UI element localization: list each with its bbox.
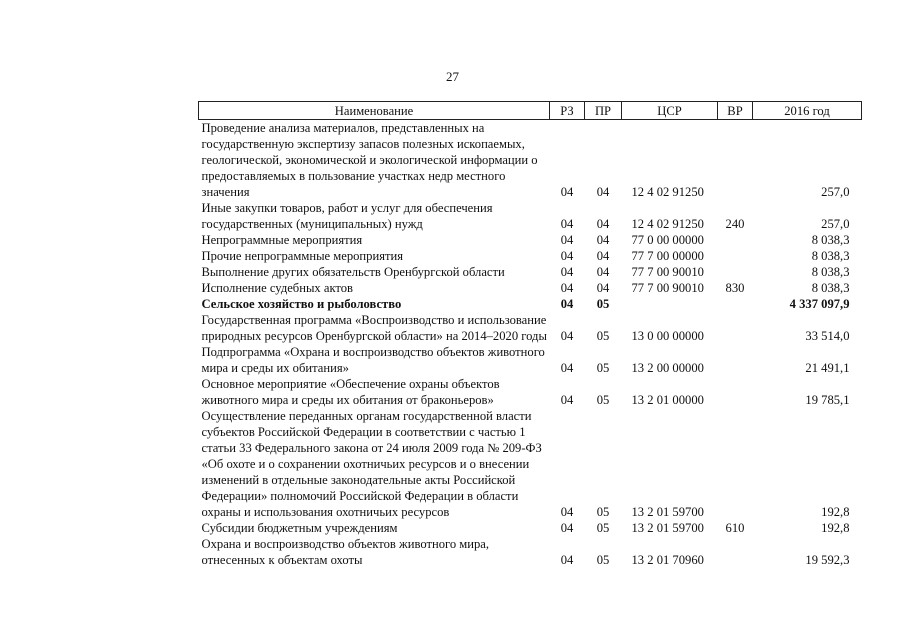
cell-value: 4 337 097,9 xyxy=(789,297,850,311)
cell-pr: 04 xyxy=(596,217,610,231)
cell-csr: 13 0 00 00000 xyxy=(631,329,704,343)
cell-value: 257,0 xyxy=(821,185,850,199)
cell-csr: 12 4 02 91250 xyxy=(631,217,704,231)
cell-vr xyxy=(718,344,753,376)
cell-pr: 04 xyxy=(596,249,610,263)
table-row xyxy=(199,376,862,408)
cell-name: Исполнение судебных актов xyxy=(201,281,353,295)
cell-vr xyxy=(718,312,753,344)
cell-rz: 04 xyxy=(560,505,574,519)
cell-rz: 04 xyxy=(560,233,574,247)
cell-pr: 05 xyxy=(596,521,610,535)
table-row xyxy=(199,296,862,312)
cell-csr: 77 7 00 00000 xyxy=(631,249,704,263)
cell-vr: 610 xyxy=(725,521,745,535)
cell-rz: 04 xyxy=(560,281,574,295)
cell-pr: 04 xyxy=(596,265,610,279)
cell-rz: 04 xyxy=(560,249,574,263)
cell-value: 21 491,1 xyxy=(805,361,850,375)
cell-rz: 04 xyxy=(560,217,574,231)
table-row xyxy=(199,232,862,248)
cell-value: 8 038,3 xyxy=(811,281,850,295)
cell-vr: 830 xyxy=(725,281,745,295)
table-row xyxy=(199,264,862,280)
header-rz: РЗ xyxy=(550,102,585,120)
table-header-row xyxy=(199,102,862,120)
cell-rz: 04 xyxy=(560,265,574,279)
cell-vr xyxy=(718,536,753,568)
table-row xyxy=(199,280,862,296)
cell-name: Охрана и воспроизводство объектов животного мира, отнесенных к объектам охоты xyxy=(201,537,490,567)
table-row xyxy=(199,120,862,201)
cell-name: Проведение анализа материалов, представленных на государственную экспертизу запасов полезных ископаемых, геологической, экономической и экологической информации о предоставляемых в пользование участках недр местного значения xyxy=(201,121,538,199)
cell-csr: 13 2 01 59700 xyxy=(631,521,704,535)
header-year: 2016 год xyxy=(753,102,862,120)
cell-value: 8 038,3 xyxy=(811,249,850,263)
cell-pr: 04 xyxy=(596,281,610,295)
cell-rz: 04 xyxy=(560,393,574,407)
table-body xyxy=(199,120,862,569)
cell-vr xyxy=(718,120,753,201)
cell-pr: 04 xyxy=(596,233,610,247)
cell-rz: 04 xyxy=(560,553,574,567)
cell-name: Осуществление переданных органам государственной власти субъектов Российской Федерации в соответствии с частью 1 статьи 33 Федерального закона от 24 июля 2009 года № 209-ФЗ «Об охоте и о сохранении охотничьих ресурсов и о внесении изменений в отдельные законодательные акты Российской Федерации» полномочий Российской Федерации в области охраны и использования охотничьих ресурсов xyxy=(201,409,542,519)
cell-vr xyxy=(718,264,753,280)
cell-value: 19 785,1 xyxy=(805,393,850,407)
cell-rz: 04 xyxy=(560,185,574,199)
budget-table xyxy=(198,101,862,568)
cell-csr: 77 7 00 90010 xyxy=(631,265,704,279)
cell-csr xyxy=(622,296,718,312)
cell-value: 257,0 xyxy=(821,217,850,231)
cell-pr: 05 xyxy=(596,393,610,407)
table-row xyxy=(199,536,862,568)
cell-csr: 77 7 00 90010 xyxy=(631,281,704,295)
cell-name: Государственная программа «Воспроизводство и использование природных ресурсов Оренбургской области» на 2014–2020 годы xyxy=(201,313,547,343)
cell-rz: 04 xyxy=(560,521,574,535)
header-name: Наименование xyxy=(199,102,550,120)
cell-name: Сельское хозяйство и рыболовство xyxy=(201,297,402,311)
cell-csr: 77 0 00 00000 xyxy=(631,233,704,247)
cell-pr: 05 xyxy=(596,329,610,343)
cell-vr xyxy=(718,376,753,408)
cell-csr: 13 2 01 70960 xyxy=(631,553,704,567)
cell-vr: 240 xyxy=(725,217,745,231)
table-row xyxy=(199,312,862,344)
cell-pr: 05 xyxy=(596,553,610,567)
header-csr: ЦСР xyxy=(622,102,718,120)
cell-pr: 05 xyxy=(596,361,610,375)
cell-csr: 13 2 01 00000 xyxy=(631,393,704,407)
table-row xyxy=(199,248,862,264)
cell-rz: 04 xyxy=(560,329,574,343)
table-row xyxy=(199,200,862,232)
cell-name: Иные закупки товаров, работ и услуг для обеспечения государственных (муниципальных) нужд xyxy=(201,201,493,231)
cell-pr: 05 xyxy=(596,505,610,519)
page-number: 27 xyxy=(446,69,459,84)
cell-name: Непрограммные мероприятия xyxy=(201,233,363,247)
cell-csr: 13 2 01 59700 xyxy=(631,505,704,519)
cell-pr: 05 xyxy=(596,297,610,311)
cell-rz: 04 xyxy=(560,361,574,375)
table-row xyxy=(199,520,862,536)
cell-csr: 13 2 00 00000 xyxy=(631,361,704,375)
cell-pr: 04 xyxy=(596,185,610,199)
cell-vr xyxy=(718,232,753,248)
cell-value: 192,8 xyxy=(821,505,850,519)
cell-csr: 12 4 02 91250 xyxy=(631,185,704,199)
cell-name: Основное мероприятие «Обеспечение охраны объектов животного мира и среды их обитания от браконьеров» xyxy=(201,377,500,407)
header-pr: ПР xyxy=(585,102,622,120)
cell-name: Субсидии бюджетным учреждениям xyxy=(201,521,398,535)
cell-vr xyxy=(718,408,753,520)
cell-name: Прочие непрограммные мероприятия xyxy=(201,249,404,263)
table-row xyxy=(199,344,862,376)
cell-value: 33 514,0 xyxy=(805,329,850,343)
cell-name: Выполнение других обязательств Оренбургской области xyxy=(201,265,505,279)
cell-rz: 04 xyxy=(560,297,574,311)
header-vr: ВР xyxy=(718,102,753,120)
cell-vr xyxy=(718,296,753,312)
cell-value: 8 038,3 xyxy=(811,265,850,279)
table-row xyxy=(199,408,862,520)
cell-value: 8 038,3 xyxy=(811,233,850,247)
cell-value: 192,8 xyxy=(821,521,850,535)
cell-name: Подпрограмма «Охрана и воспроизводство объектов животного мира и среды их обитания» xyxy=(201,345,545,375)
cell-vr xyxy=(718,248,753,264)
cell-value: 19 592,3 xyxy=(805,553,850,567)
